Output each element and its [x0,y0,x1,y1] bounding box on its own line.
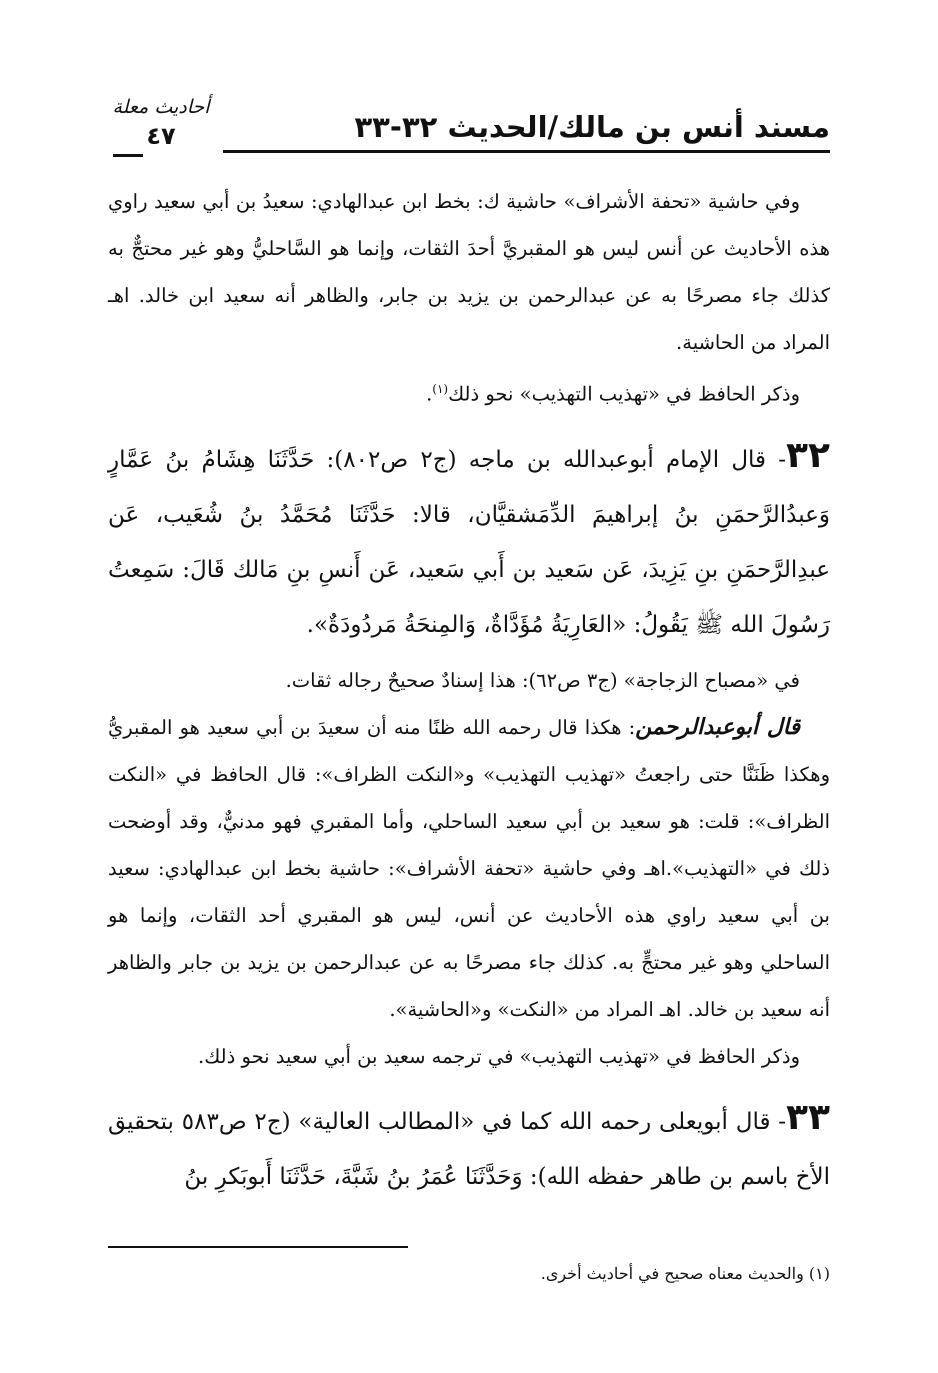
running-title: مسند أنس بن مالك/الحديث ٣٢-٣٣ [354,110,830,144]
hadith-32 [108,428,830,653]
main-text [108,178,830,1209]
hadith-text: - قال الإمام أبوعبدالله بن ماجه (ج٢ ص٨٠٢): حَدَّثَنَا هِشَامُ بنُ عَمَّارٍ وَعبدُالرَّحمَنِ بنُ إبراهيمَ الدِّمَشقيَّان، قالا: حَدَّثَنَا مُحَمَّدُ بنُ شُعَيب، عَن عبدِالرَّحمَنِ بنِ يَزِيدَ، عَن سَعيد بن أَبي سَعيد، عَن أَنسِ بنِ مَالك قَالَ: سَمِعتُ رَسُولَ الله ﷺ يَقُولُ: «العَارِيَةُ مُؤَدَّاةٌ، وَالمِنحَةُ مَردُودَةٌ». [108,446,830,638]
page-header [105,96,830,166]
footnote-rule [108,1246,408,1248]
header-rule [223,150,830,153]
paragraph: وذكر الحافظ في «تهذيب التهذيب» نحو ذلك$^{(١)}$. [426,382,800,406]
paragraph-text: : هكذا قال رحمه الله ظنًا منه أن سعيدَ بن أبي سعيد هو المقبريُّ وهكذا ظَنَنَّا حتى راجعتُ «تهذيب التهذيب» و«النكت الظراف»: قال الحافظ في «النكت الظراف»: قلت: هو سعيد بن أبي سعيد الساحلي، وأما المقبري فهو مدنيٌّ، وقد أوضحت ذلك في «التهذيب».اهـ وفي حاشية «تحفة الأشراف»: حاشية بخط ابن عبدالهادي: سعيد بن أبي سعيد راوي هذه الأحاديث عن أنس، ليس هو المقبري أحد الثقات، وإنما هو الساحلي وهو غير محتجٍّ به. كذلك جاء مصرحًا به عن عبدالرحمن بن يزيد بن جابر والظاهر أنه سعيد بن خالد. اهـ المراد من «النكت» و«الحاشية». [108,715,830,1021]
hadith-number: ٣٣ [786,1096,830,1138]
author-label: قال أبوعبدالرحمن [635,713,801,740]
footnote [108,1262,830,1286]
paragraph [108,178,830,366]
footnote-reference: (١) [432,382,449,396]
page-number-rule [113,154,143,157]
paragraph-text: في «مصباح الزجاجة» (ج٣ ص٦٢): هذا إسنادٌ صحيحٌ رجاله ثقات. [285,668,800,692]
hadith-text: - قال أبويعلى رحمه الله كما في «المطالب العالية» (ج٢ ص٥٨٣ بتحقيق الأخ باسم بن طاهر حفظه الله): وَحَدَّثَنَا عُمَرُ بنُ شَبَّةَ، حَدَّثَنَا أَبوبَكرِ بنُ [108,1108,830,1190]
footnote-text: والحديث معناه صحيح في أحاديث أخرى. [540,1264,804,1283]
paragraph-text: وذكر الحافظ في «تهذيب التهذيب» في ترجمه سعيد بن أبي سعيد نحو ذلك. [198,1044,800,1068]
footnote-marker: (١) [808,1264,830,1283]
hadith-number: ٣٢ [786,434,830,476]
page-number: ٤٧ [146,122,176,150]
paragraph [108,1033,830,1080]
hadith-33 [108,1090,830,1205]
paragraph [108,704,830,1033]
paragraph-text: وفي حاشية «تحفة الأشراف» حاشية ك: بخط ابن عبدالهادي: سعيدُ بن أبي سعيد راوي هذه الأحاديث عن أنس ليس هو المقبريَّ أحدَ الثقات، وإنما هو السَّاحليُّ وهو غير محتجٌّ به كذلك جاء مصرحًا به عن عبدالرحمن بن يزيد بن جابر، والظاهر أنه سعيد ابن خالد. اهـ المراد من الحاشية. [108,190,830,354]
handwritten-note: أحاديث معلة [112,96,210,118]
paragraph-text: وذكر الحافظ في «تهذيب التهذيب» نحو ذلك [448,382,800,406]
paragraph [108,657,830,704]
